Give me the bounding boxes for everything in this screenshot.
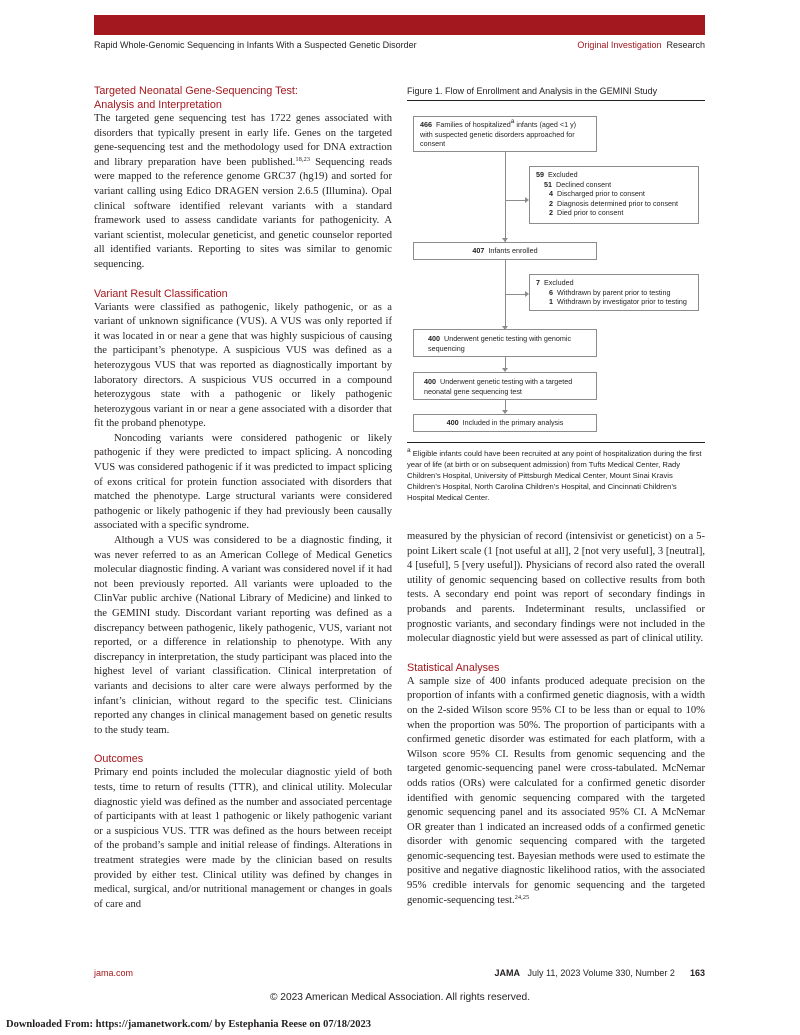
flow-box-excluded-1: 59 Excluded 51 Declined consent 4 Discharged prior to consent 2 Diagnosis determined prior to consent 2 Died prior to consent — [529, 166, 699, 224]
copyright-notice: © 2023 American Medical Association. All rights reserved. — [269, 992, 531, 1003]
flow-box-primary-analysis: 400 Included in the primary analysis — [413, 414, 597, 432]
flow-connector — [505, 200, 527, 201]
section-tag: Original Investigation — [577, 40, 662, 50]
flow-box-enrolled: 407 Infants enrolled — [413, 242, 597, 260]
page-number: 163 — [689, 968, 705, 978]
citation: 18,23 — [295, 155, 310, 163]
journal-issue: JAMA July 11, 2023 Volume 330, Number 2 163 — [494, 968, 705, 978]
section-heading-variant-classification: Variant Result Classification — [94, 287, 228, 300]
flow-connector — [505, 260, 506, 326]
paragraph: The targeted gene sequencing test has 1722 genes associated with disorders that typically present in early life. Genes on the targeted gene-sequencing test and the methodology used for DNA extraction and library preparation have been published.$^{18,23}$ Sequencing reads were mapped to the reference genome GRC37 (hg19) and sorted for variant calling using Edico DRAGEN version 2.6.5 (Illumina). Opal clinical software identified relevant variants with a standard framework used to assess candidate variants for pathogenicity. A variant scientist, molecular geneticist, and genetic counselor reported all identified variants. Reporting to sites was similar to genomic sequencing. — [94, 113, 392, 270]
citation: 24,25 — [514, 893, 530, 901]
flow-connector — [505, 294, 527, 295]
flow-box-genomic: 400 Underwent genetic testing with genomic sequencing — [413, 329, 597, 357]
site-link[interactable]: jama.com — [94, 968, 134, 978]
paragraph: measured by the physician of record (intensivist or geneticist) on a 5-point Likert scale (1 [not useful at all], 2 [not very useful], 3 [neutral], 4 [useful], 5 [very useful]). Physicians of record also rated the overall utility of genomic sequencing based on collective results from both tests. A secondary end point was report of secondary findings in probands and parents. Indeterminant results, unclassified or prognostic variants, and secondary findings were not included in the molecular diagnostic yield but were assessed as part of clinical utility. — [407, 531, 705, 645]
left-column — [94, 84, 392, 912]
right-column — [407, 530, 705, 908]
section-heading-outcomes: Outcomes — [94, 753, 144, 766]
section-name: Research — [666, 40, 705, 50]
flow-box-excluded-2: 7 Excluded 6 Withdrawn by parent prior to testing 1 Withdrawn by investigator prior to testing — [529, 274, 699, 311]
section-label — [577, 40, 705, 50]
paragraph: Primary end points included the molecular diagnostic yield of both tests, time to return of results (TTR), and clinical utility. Molecular diagnostic yield was defined as the number and associated percentage of participants with at least 1 pathogenic or likely pathogenic variant or a suspicious VUS. TTR was defined as the hours between receipt of the proband’s sample and initial release of findings. Alterations in treatment strategies were made by the clinician based on results provided by either test. Clinical utility was defined by changes in medical, surgical, and/or nutritional management or changes in goals of care and — [94, 767, 392, 910]
section-heading-targeted-test: Targeted Neonatal Gene-Sequencing Test: Analysis and Interpretation — [94, 85, 298, 111]
paragraph: A sample size of 400 infants produced adequate precision on the proportion of infants with a confirmed genetic diagnosis, with a width on the 2-sided Wilson score 95% CI to be less than or equal to 10% when the proportion was 50%. The proportion of participants with a confirmed genetic disorder was estimated for each platform, with a Wilson score 95% CI. Results from genomic sequencing and the targeted genomic-sequencing panel were cross-tabulated. McNemar odds ratios (ORs) were calculated for a confirmed genetic disorder identified with genomic sequencing compared with the targeted genomic sequencing panel and its associated 95% CI. A McNemar OR greater than 1 indicated an increased odds of a confirmed genetic disorder with genomic sequencing compared with the targeted genomic-sequencing test. Bayesian methods were used to estimate the positive and negative diagnostic likelihood ratios, with the associated 95% credible intervals for genomic sequencing and the targeted genomic-sequencing test.$^{24,25}$ — [407, 675, 705, 906]
figure-1 — [407, 86, 705, 506]
flow-box-approached: 466 Families of hospitalized$^a$ infants (aged <1 y) with suspected genetic disorders approached for consent — [413, 116, 597, 152]
running-title: Rapid Whole-Genomic Sequencing in Infants With a Suspected Genetic Disorder — [94, 40, 417, 50]
journal-color-bar — [94, 15, 705, 35]
download-line: Downloaded From: https://jamanetwork.com/ by Estephania Reese on 07/18/2023 — [6, 1019, 371, 1030]
figure-title: Figure 1. Flow of Enrollment and Analysis in the GEMINI Study — [407, 86, 705, 101]
flow-box-targeted: 400 Underwent genetic testing with a targeted neonatal gene sequencing test — [413, 372, 597, 400]
section-heading-statistical-analyses: Statistical Analyses — [407, 661, 500, 674]
paragraph: Although a VUS was considered to be a diagnostic finding, it was never referred to as an American College of Medical Genetics molecular diagnostic finding. A variant was considered novel if it had not been previously reported. All variants were uploaded to the ClinVar public archive (National Library of Medicine) and linked to the GEMINI study. Discordant variant reporting was defined as a discrepancy between pathogenic, likely pathogenic, VUS, variant not reported, or a difference in relationship to phenotype. With any discrepancy in interpretation, the study participant was placed into the highest level of variant classification. Clinical interpretation of variants and decisions to alter care were always performed by the infant’s clinician, without regard to the specific test. Clinicians reported any changes in clinical management based on genetic results to the study team. — [94, 535, 392, 736]
paragraph: Noncoding variants were considered pathogenic or likely pathogenic if they were predicted to impact splicing. A noncoding VUS was considered pathogenic if it was predicted to impact splicing of exons critical for protein function associated with disorders that matched the phenotype. Large structural variants were considered pathogenic or likely pathogenic if they had previously been causally associated with a specific syndrome. — [94, 432, 392, 532]
figure-footnote: $^a$ Eligible infants could have been recruited at any point of hospitalization during the first year of life (at birth or on subsequent admission) from Tufts Medical Center, Rady Children’s Hospital, University of Pittsburgh Medical Center, Mount Sinai Kravis Children’s Hospital, North Carolina Children’s Hospital, and Cincinnati Children’s Hospital Medical Center. — [407, 442, 705, 503]
paragraph: Variants were classified as pathogenic, likely pathogenic, or as a variant of unknown significance (VUS). A VUS was only reported if it was located in or near a gene that was highly suspicious of causing the participant’s phenotype. A suspicious VUS was defined as a heterozygous VUS that was reported as diagnostically important by laboratory directors. A suspicious VUS occurred in a compound heterozygous state with a pathogenic or likely pathogenic heterozygous variant in or near a gene associated with a disorder that fit the proband phenotype. — [94, 301, 392, 430]
